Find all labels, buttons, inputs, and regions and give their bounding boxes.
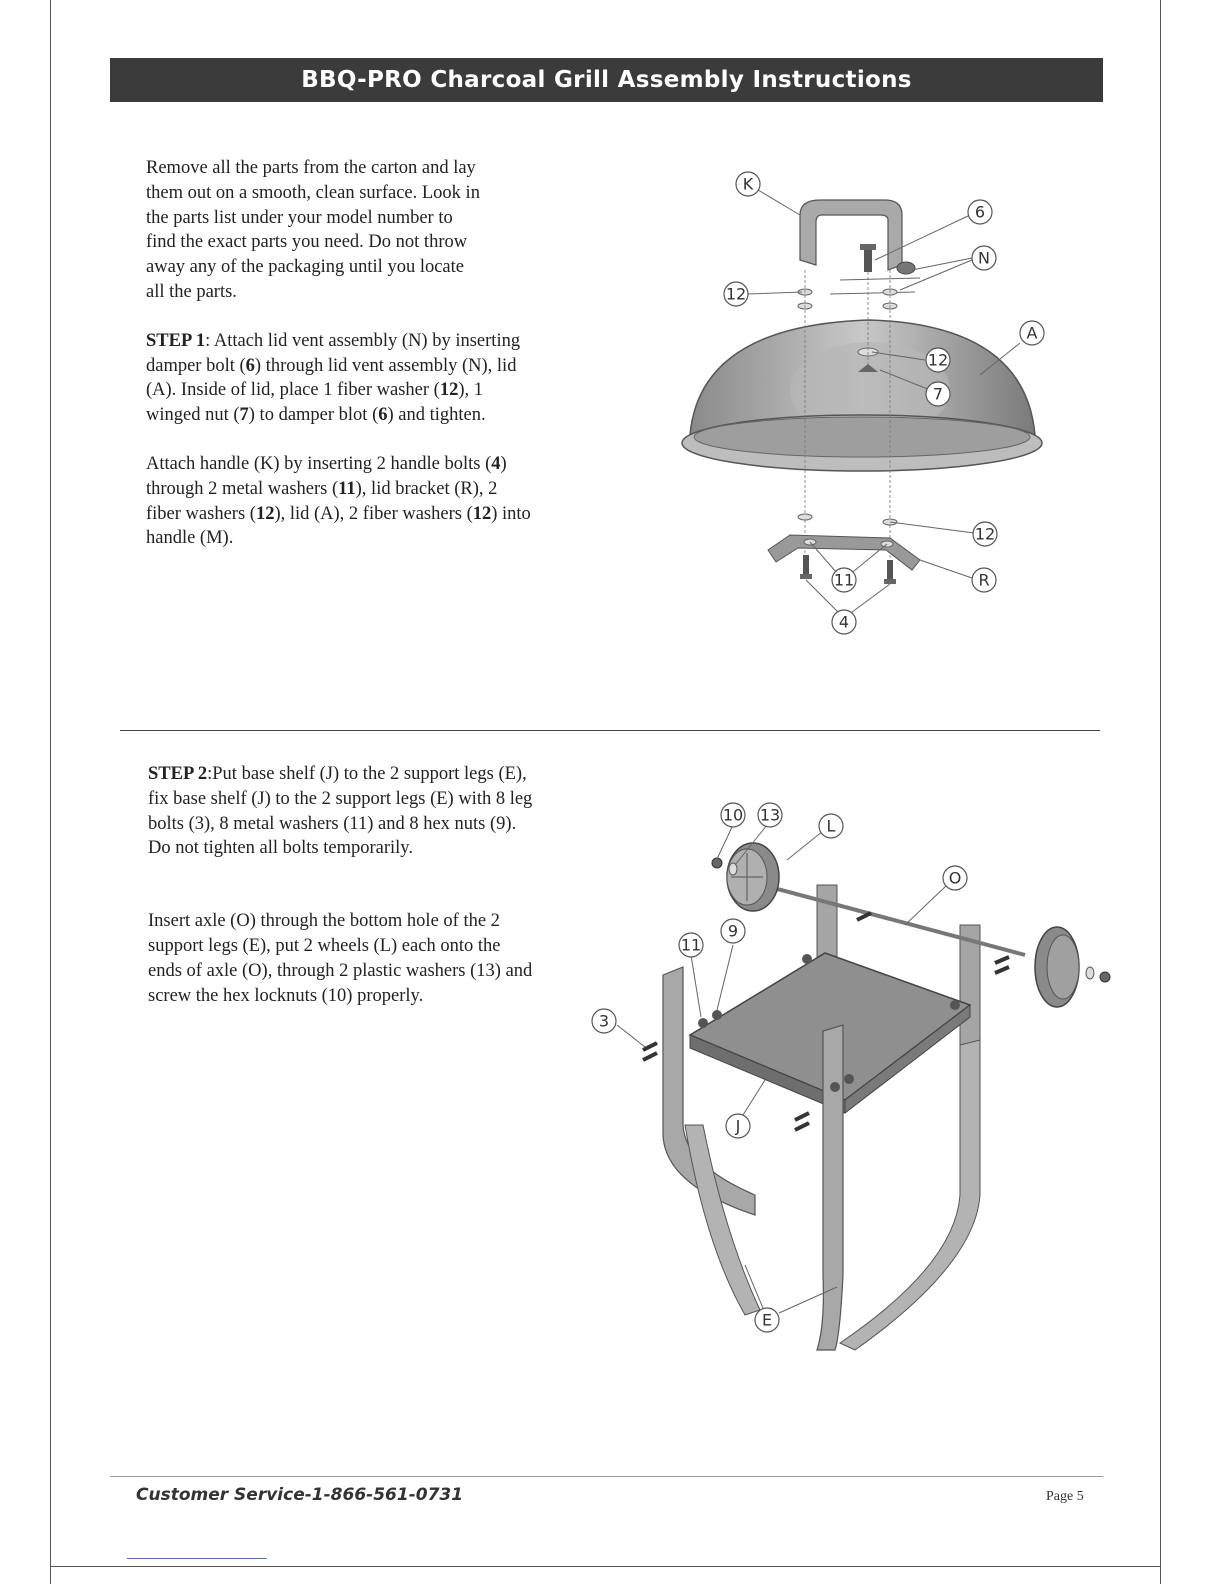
callout-label: 11: [833, 570, 855, 590]
lid-bracket-part: [768, 535, 920, 570]
section2-text: [148, 762, 548, 1008]
callout-label: A: [1026, 323, 1038, 343]
step1-part-ref: 6: [378, 405, 388, 426]
step1-text-part: ) through lid vent assembly (N), lid (A). Inside of lid, place 1 fiber washer (: [146, 355, 517, 401]
vent-knob-part: [897, 262, 915, 274]
callout-label: 9: [727, 921, 739, 941]
step1-text-part: ) and tighten.: [387, 405, 486, 426]
handle-part-ref: 11: [338, 478, 356, 499]
handle-text-part: ) into handle (M).: [146, 503, 531, 549]
section-divider: [120, 730, 1100, 731]
handle-text-part: ), lid (A), 2 fiber washers (: [274, 503, 473, 524]
axle-paragraph: Insert axle (O) through the bottom hole of the 2 support legs (E), put 2 wheels (L) each onto the ends of axle (O), through 2 plastic washers (13) and screw the hex locknuts (10) properly.: [148, 911, 533, 1006]
callout-label: N: [978, 248, 990, 268]
customer-service-text: Customer Service-1-866-561-0731: [136, 1485, 464, 1505]
lid-assembly-diagram: [680, 160, 1080, 640]
lid-rim-inner: [694, 417, 1030, 457]
handle-part: [800, 200, 902, 270]
callout-label: 4: [838, 612, 850, 632]
step1-text-part: ) to damper blot (: [248, 405, 379, 426]
damper-bolt-part: [864, 248, 872, 272]
callout-label: 12: [927, 350, 949, 370]
callout-label: 12: [974, 524, 996, 544]
handle-paragraph: [146, 452, 531, 551]
callout-label: 6: [974, 202, 986, 222]
handle-part-ref: 12: [472, 503, 492, 524]
step1-text-part: ), 1 winged nut (: [146, 380, 484, 426]
callout-label: K: [742, 174, 754, 194]
callout-label: 10: [722, 805, 744, 825]
step2-note: Do not tighten all bolts temporarily.: [148, 838, 413, 859]
callout-label: O: [948, 868, 962, 888]
callout-label: R: [978, 570, 990, 590]
page-number: Page 5: [1046, 1489, 1084, 1504]
handle-part-ref: 4: [491, 453, 501, 474]
step1-text-part: : Attach lid vent assembly (N) by inserting damper bolt (: [146, 330, 521, 376]
handle-text-part: Attach handle (K) by inserting 2 handle bolts (: [146, 453, 492, 474]
page-frame-bottom: [50, 1566, 1161, 1567]
handle-text-part: ), lid bracket (R), 2 fiber washers (: [146, 478, 498, 524]
handle-bolt-part: [887, 560, 893, 582]
step1-paragraph: [146, 329, 531, 428]
axle-part: [770, 887, 1025, 955]
step1-part-ref: 6: [245, 355, 255, 376]
callout-label: 12: [725, 284, 747, 304]
bottom-link-underline[interactable]: [127, 1558, 267, 1559]
cart-assembly-diagram: [585, 795, 1125, 1355]
callout-label: E: [761, 1310, 773, 1330]
callout-label: 7: [932, 384, 944, 404]
step2-text: :Put base shelf (J) to the 2 support legs (E), fix base shelf (J) to the 2 support legs (E) with 8 leg bolts (3), 8 metal washers (11) and 8 hex nuts (9).: [148, 764, 533, 834]
step1-part-ref: 7: [239, 405, 249, 426]
step1-label: STEP 1: [146, 330, 206, 351]
handle-text-part: ) through 2 metal washers (: [146, 453, 507, 499]
damper-bolt-head: [860, 244, 876, 250]
callout-label: L: [826, 816, 836, 836]
intro-paragraph: Remove all the parts from the carton and lay them out on a smooth, clean surface. Look in the parts list under your model number to find the exact parts you need. Do not throw away any of the packaging until you locate all the parts.: [146, 158, 480, 302]
section1-text: [146, 156, 546, 551]
callout-label: 13: [759, 805, 781, 825]
page-frame-right: [1160, 0, 1161, 1584]
handle-bolt-part: [803, 555, 809, 577]
callout-label: 3: [598, 1011, 610, 1031]
footer-divider: [110, 1476, 1103, 1477]
handle-part-ref: 12: [255, 503, 275, 524]
step2-paragraph: [148, 762, 533, 836]
page-frame-left: [50, 0, 51, 1584]
step1-part-ref: 12: [439, 380, 459, 401]
page-title: BBQ-PRO Charcoal Grill Assembly Instructions: [110, 58, 1103, 102]
callout-label: 11: [680, 935, 702, 955]
leg-curve: [685, 1125, 760, 1315]
callout-label: J: [735, 1116, 741, 1136]
step2-label: STEP 2: [148, 764, 208, 784]
